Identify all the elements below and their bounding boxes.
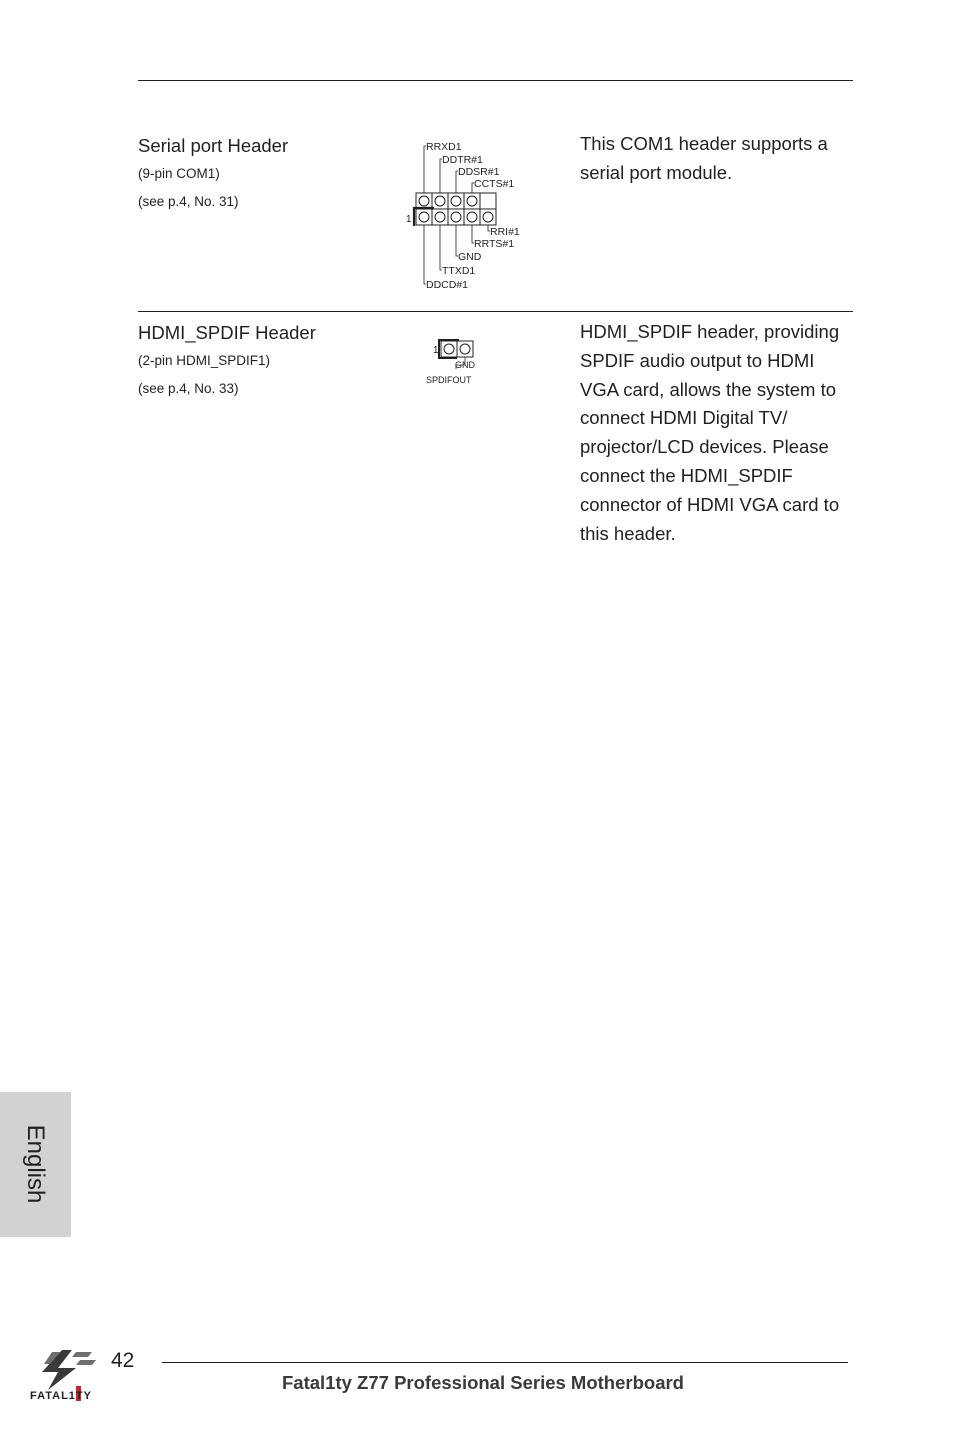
spdif-header-description	[580, 318, 860, 548]
pin-label-ccts1: CCTS#1	[474, 178, 515, 190]
logo-text: FATAL1TY	[30, 1390, 92, 1402]
spdif-out-label: SPDIFOUT	[426, 375, 472, 385]
spdif-header-pins: (2-pin HDMI_SPDIF1)	[138, 353, 271, 368]
pin-label-ddsr1: DDSR#1	[458, 166, 500, 178]
section-divider	[138, 311, 853, 312]
serial-pin1-label: 1	[406, 214, 412, 225]
page-number: 42	[111, 1349, 135, 1372]
serial-header-diagram	[400, 138, 530, 292]
pin-label-ttxd1: TTXD1	[442, 265, 476, 277]
top-divider	[138, 80, 853, 81]
pin-label-ddcd1: DDCD#1	[426, 279, 469, 291]
serial-header-pins: (9-pin COM1)	[138, 166, 220, 181]
description-line: connector of HDMI VGA card to	[580, 493, 840, 515]
spdif-header-title: HDMI_SPDIF Header	[138, 322, 316, 343]
pin-label-ddtr1: DDTR#1	[442, 154, 483, 166]
spdif-header-ref: (see p.4, No. 33)	[138, 381, 239, 396]
description-line: SPDIF audio output to HDMI	[580, 349, 815, 371]
spdif-header-diagram	[420, 336, 500, 388]
description-line: HDMI_SPDIF header, providing	[580, 321, 840, 342]
pin-label-gnd: GND	[458, 251, 482, 263]
language-label: English	[22, 1124, 49, 1204]
fatal1ty-logo	[28, 1346, 106, 1404]
footer-title: Fatal1ty Z77 Professional Series Motherboard	[282, 1372, 684, 1393]
spdif-gnd-label: GND	[455, 360, 475, 370]
serial-header-ref: (see p.4, No. 31)	[138, 194, 239, 209]
pin-label-rrxd1: RRXD1	[426, 141, 462, 153]
description-line: connect HDMI Digital TV/	[580, 407, 788, 429]
serial-header-title: Serial port Header	[138, 135, 289, 156]
language-side-tab	[0, 1092, 71, 1237]
footer-divider	[162, 1362, 848, 1363]
description-line: this header.	[580, 522, 676, 544]
description-line: connect the HDMI_SPDIF	[580, 464, 793, 486]
spdif-pin1-label: 1	[433, 345, 439, 356]
pin-label-rri1: RRI#1	[490, 226, 520, 238]
description-line: serial port module.	[580, 161, 733, 183]
serial-header-description	[580, 130, 860, 188]
description-line: VGA card, allows the system to	[580, 378, 837, 400]
pin-label-rrts1: RRTS#1	[474, 238, 515, 250]
description-line: This COM1 header supports a	[580, 133, 828, 154]
description-line: projector/LCD devices. Please	[580, 436, 829, 458]
